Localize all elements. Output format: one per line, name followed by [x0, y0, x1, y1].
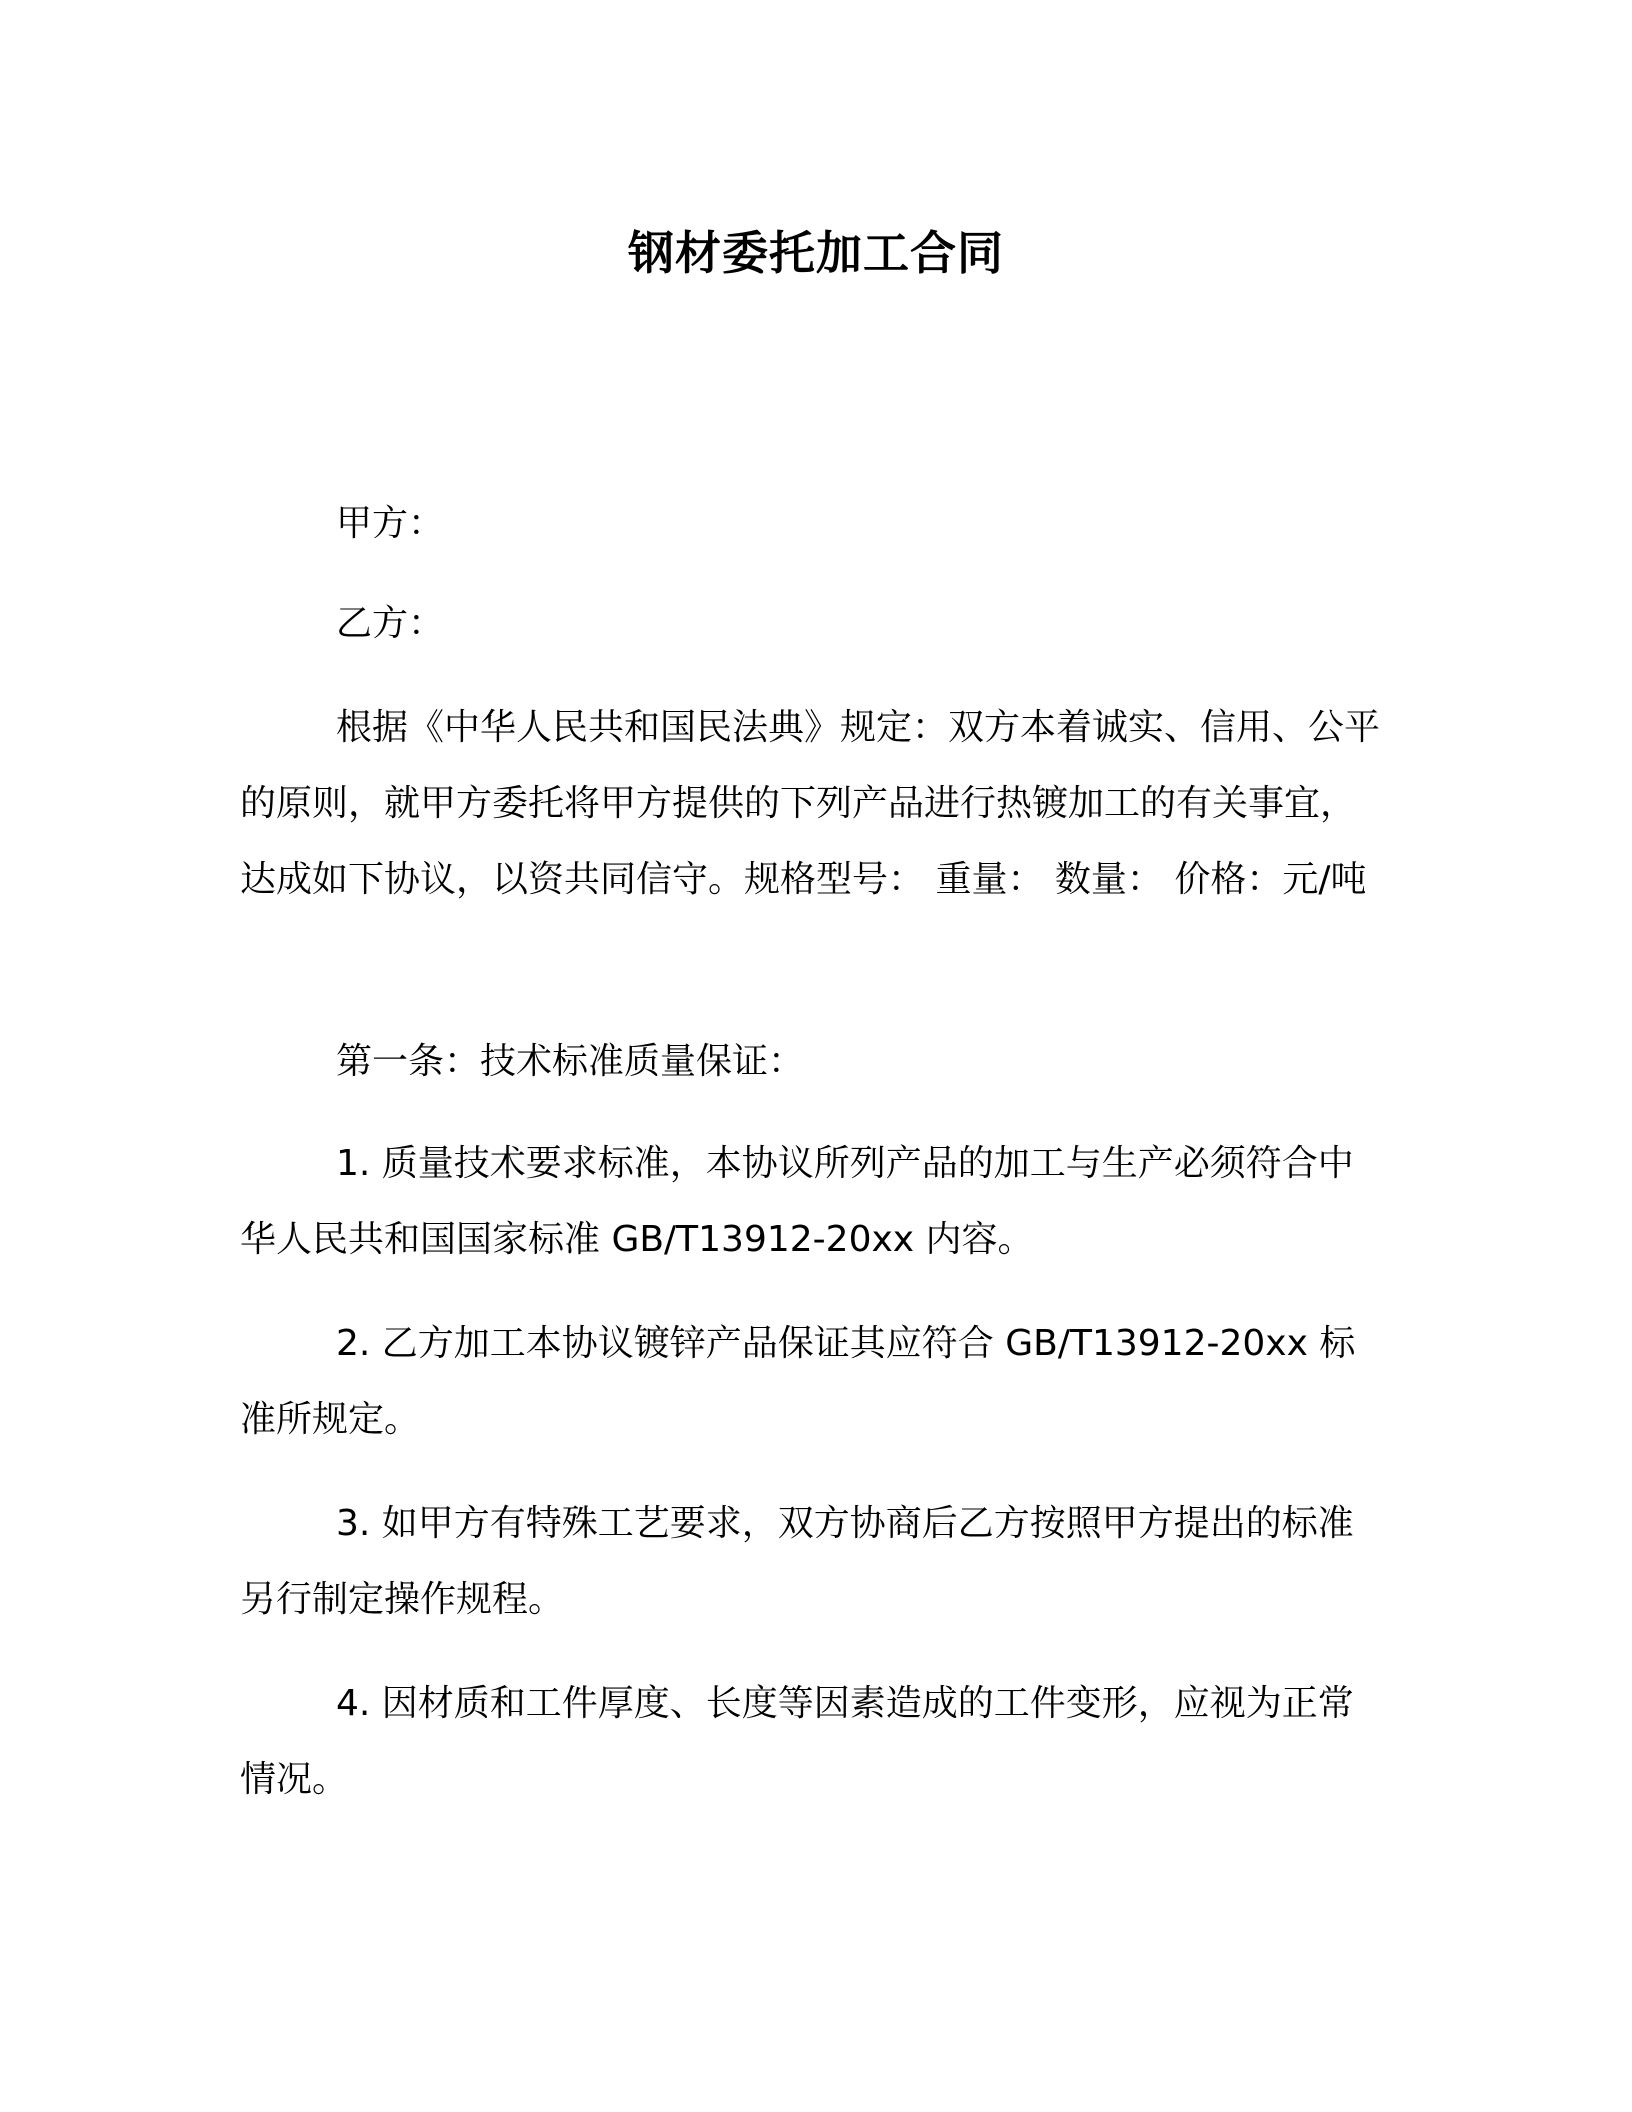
clause-1: 1. 质量技术要求标准，本协议所列产品的加工与生产必须符合中华人民共和国国家标准 GB/T13912-20xx 内容。: [240, 1143, 1354, 1260]
party-b-line: 乙方：: [336, 603, 445, 644]
article-1-heading: 第一条：技术标准质量保证：: [336, 1041, 805, 1082]
document-title: 钢材委托加工合同: [628, 226, 1004, 280]
clause-2: 2. 乙方加工本协议镀锌产品保证其应符合 GB/T13912-20xx 标准所规定。: [240, 1323, 1356, 1440]
party-a-line: 甲方：: [336, 503, 445, 544]
clause-3: 3. 如甲方有特殊工艺要求，双方协商后乙方按照甲方提出的标准另行制定操作规程。: [240, 1503, 1354, 1620]
intro-paragraph: 根据《中华人民共和国民法典》规定：双方本着诚实、信用、公平的原则，就甲方委托将甲方提供的下列产品进行热镀加工的有关事宜，达成如下协议，以资共同信守。规格型号： 重量： 数量： 价格：元/吨: [240, 707, 1381, 900]
clause-4: 4. 因材质和工件厚度、长度等因素造成的工件变形，应视为正常情况。: [240, 1683, 1354, 1800]
